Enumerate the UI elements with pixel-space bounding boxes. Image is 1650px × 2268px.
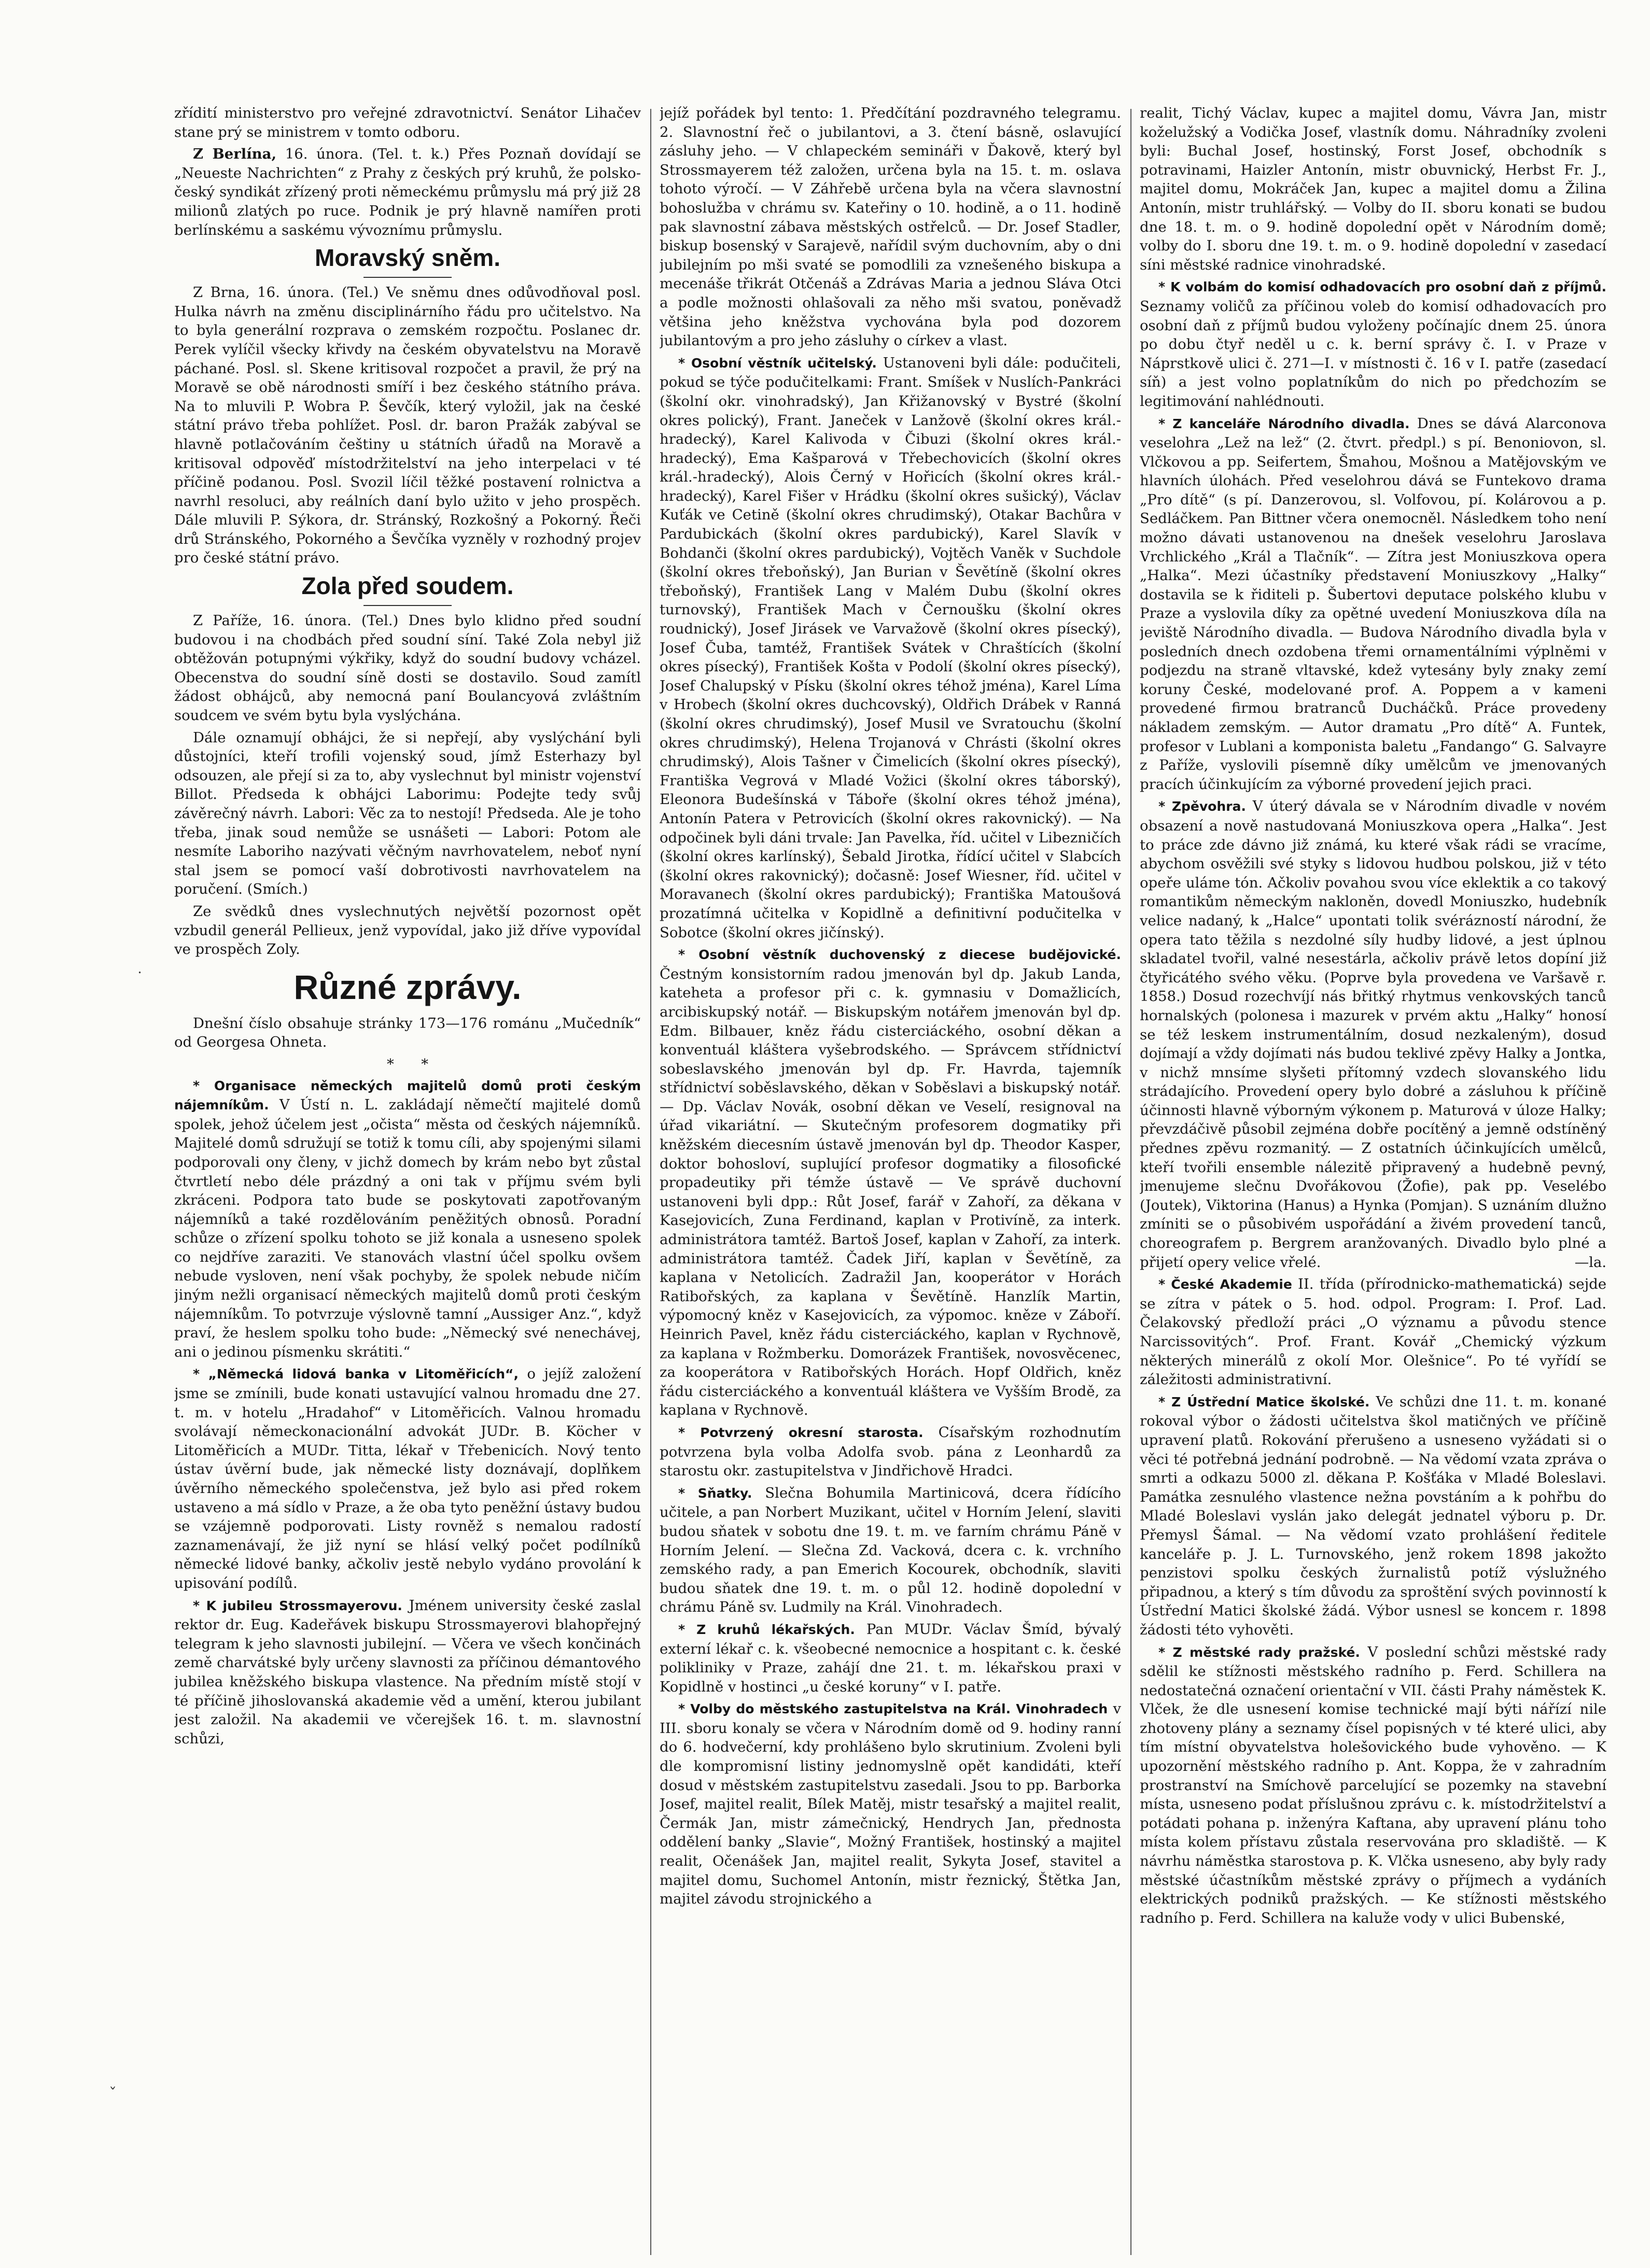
news-item: * Sňatky. Slečna Bohumila Martinicová, dcera řídícího učitele, a pan Norbert Muzikant, učitel v Horním Jelení, slaviti budou sňatek v sobotu dne 19. t. m. ve farním chrámu Páně v Horním Jelení. — Slečna Zd. Vacková, dcera c. k. vrchního zemského rady, a pan Emerich Kocourek, obchodník, slaviti budou sňatek dne 19. t. m. o půl 12. hodině dopolední v chrámu Páně sv. Ludmily na Král. Vinohradech. [660, 1484, 1121, 1616]
news-item: * Z kanceláře Národního divadla. Dnes se dává Alarconova veselohra „Lež na lež“ (2. čtvrt. předpl.) s pí. Benoniovon, sl. Vlčkovou a pp. Seifertem, Šmahou, Mošnou a Matějovským ve hlavních úlohách. Před veselohrou dává se Funtekovo drama „Pro dítě“ (s pí. Danzerovou, sl. Volfovou, pí. Kolárovou a p. Sedláčkem. Pan Bittner včera onemocněl. Následkem toho není možno dávati ustanovenou na dnešek veselohru Jaroslava Vrchlického „Král a Tlačník“. — Zítra jest Moniuszkova opera „Halka“. Mezi účastníky představení Moniuszkovy „Halky“ dostavila se k řiditeli p. Šubertovi deputace polského klubu v Praze a vyslovila díky za opětné uvedení Moniuszkova díla na jeviště Národního divadla. — Budova Národního divadla byla v posledních dnech ozdobena třemi ornamentálními výplněmi v podjezdu na straně vltavské, kdež vytesány byly znaky zemí koruny České, modelované prof. A. Poppem a v kameni provedené firmou bratranců Ducháčků. Práce provedeny nákladem zemským. — Autor dramatu „Pro dítě“ A. Funtek, profesor v Lublani a komponista baletu „Fandango“ G. Salvayre z Paříže, vyslovili písemně díky umělcům ve jmenovaných pracích účinkujícím za výborné provedení jejich praci. [1140, 415, 1606, 793]
section-heading-large: Různé zprávy. [293, 967, 522, 1006]
margin-mark: ˇ [109, 2085, 117, 2103]
paragraph: Dále oznamují obhájci, že si nepřejí, aby vyslýchání byli důstojníci, kteří trofili vojenský soud, jímž Esterhazy byl odsouzen, ale přejí si za to, aby vyslechnut byl ministr vojenství Billot. Předseda k obhájci Laborimu: Podejte tedy svůj závěrečný návrh. Labori: Věc za to nestojí! Předseda. Ale je toho třeba, jinak soud nemůže se usnášeti — Labori: Potom ale nesmíte Laboriho nazývati věčným navrhovatelem, neboť nyní stal jsem se pomocí vaší dobrotivosti navrhovatelem na poručení. (Smích.) [174, 729, 641, 898]
news-item: * Organisace německých majitelů domů proti českým nájemníkům. V Ústí n. L. zakládají němečtí majitelé domů spolek, jehož účelem jest „očista“ města od českých nájemníků. Majitelé domů sdružují se totiž k tomu cíli, aby spojenými silami podporovali ony členy, v jichž domech by krám nebo byt zůstal čtvrtletí nebo déle prázdný a oni tak v příjmu svém byli zkráceni. Podpora tato bude se poskytovati zapotřovaným nájemníků a také rozdělováním peněžitých obnosů. Poradní schůze o zřízení spolku tohoto se již konala a usneseno spolek co nejdříve zaraziti. Ve stanovách vlastní účel spolku ovšem nebude vysloven, není však pochyby, že spolek nebude ničím jiným nežli organisací německých majitelů domů proti českým nájemníkům. To potvrzuje výslovně tamní „Aussiger Anz.“, když praví, že heslem spolku toho bude: „Německý své nenechávej, ani o jedinou písmenku skrátiti.“ [174, 1078, 641, 1360]
paragraph: jejíž pořádek byl tento: 1. Předčítání pozdravného telegramu. 2. Slavnostní řeč o jubilantovi, a 3. čtení básně, oslavující zásluhy jeho. — V chlapeckém semináři v Ďakově, který byl Strossmayerem též založen, určena byla na 15. t. m. oslava tohoto výročí. — V Záhřebě určena byla na včera slavnostní bohoslužba v chrámu sv. Kateřiny o 10. hodině, a o 11. hodině pak slavnostní zábava městských ostřelců. — Dr. Josef Stadler, biskup bosenský v Sarajevě, nařídil svým duchovním, aby o dni jubilejním po mši svaté se pomodlili za vznešeného biskupa a mecenáše třikrát Otčenáš a Zdrávas Maria a jednou Sláva Otci a podle možnosti ohlašovali za něho mši svatou, poněvadž většina jeho kněžstva vychována byla pod dozorem jubilantovým a pro jeho zásluhy o církev a vlast. [660, 105, 1121, 349]
news-item: * Osobní věstník duchovenský z diecese budějovické. Čestným konsistorním radou jmenován byl dp. Jakub Landa, kateheta a profesor při c. k. gymnasiu v Domažlicích, arcibiskupský notář. — Biskupským notářem jmenován byl dp. Edm. Bilbauer, kněz řádu cisterciáckého, osobní děkan a konventuál kláštera vyšebrodského. — Správcem střídnictví sobeslavského jmenován byl dp. Fr. Havrda, tajemník střídnictví soběslavského, děkan v Soběslavi a biskupský notář. — Dp. Václav Novák, osobní děkan ve Veselí, resignoval na úřad vikariátní. — Skutečným profesorem dogmatiky při kněžském diecesním ústavě jmenován byl dp. Theodor Kasper, doktor bohosloví, suplující profesor dogmatiky a filosofické propadeutiky při témže ústavě — Ve správě duchovní ustanoveni byli dpp.: Růt Josef, farář v Zahoří, za děkana v Kasejovicích, Zuna Ferdinand, kaplan v Protivíně, za interk. administrátora tamtéž. Bartoš Josef, kaplan v Zahoří, za interk. administrátora tamtéž. Čadek Jiří, kaplan v Ševětíně, za kaplana v Netolicích. Zadražil Jan, kooperátor v Horách Ratibořských, za kaplana v Ševětíně. Hanzlík Martin, výpomocný kněz v Kasejovicích, za výpomoc. kněze v Záboří. Heinrich Pavel, kněz řádu cisterciáckého, kaplan v Rychnově, za kaplana v Rožmberku. Domorázek František, novosvěcenec, za kooperátora v Ratibořských Horách. Hopf Oldřich, kněz řádu cisterciáckého a konventuál kláštera ve Vyšším Brodě, za kaplana v Rychnově. [660, 947, 1121, 1419]
paragraph: Ze svědků dnes vyslechnutých největší pozornost opět vzbudil generál Pellieux, jenž vypovídal, jako již dříve vypovídal ve prospěch Zoly. [174, 903, 641, 958]
news-item: * Z kruhů lékařských. Pan MUDr. Václav Šmíd, bývalý externí lékař c. k. všeobecné nemocnice a hospitant c. k. české polikliniky v Praze, zahájí dne 21. t. m. lékařskou praxi v Kopidlně v hostinci „u české koruny“ v I. patře. [660, 1621, 1121, 1695]
column-1 [174, 104, 641, 2255]
news-item: * „Německá lidová banka v Litoměřicích“, o jejíž založení jsme se zmínili, bude konati ustavující valnou hromadu dne 27. t. m. v hotelu „Hradahof“ v Litoměřicích. Valnou hromadu svolávají německonacionální advokát JUDr. B. Köcher v Litoměřicích a MUDr. Titta, lékař v Třebenicích. Nový tento ústav úvěrní bude, jak německé listy doznávají, doplňkem úvěrního německého společenstva, jež bylo asi před rokem ustaveno a má sídlo v Praze, a že oba tyto peněžní ústavy budou se vzájemně podporovati. Listy rovněž s nemalou radostí zaznamenávají, že již nyní se hlásí velký počet podílníků německé lidové banky, ačkoliv jestě nebylo vydáno provolání k upisování podílů. [174, 1365, 641, 1591]
paragraph: Z Berlína, 16. února. (Tel. t. k.) Přes Poznaň dovídají se „Neueste Nachrichten“ z Prahy z českých prý kruhů, že polsko-český syndikát zřízený proti německému průmyslu má prý již 28 milionů zlatých po ruce. Podnik je prý hlavně namířen proti berlínskému a saskému vývoznímu průmyslu. [174, 146, 641, 238]
news-item: * K jubileu Strossmayerovu. Jménem university české zaslal rektor dr. Eug. Kadeřávek biskupu Strossmayerovi blahopřejný telegram k jeho slavnosti jubilejní. — Včera ve všech končinách země charvátské byly určeny slavnosti za příčinou démantového jubilea kněžského biskupa vlastence. Na předním místě stojí v té příčině jihoslovanská akademie věd a umění, kterou jubilant jest založil. Na akademii ve včerejšek 16. t. m. slavnostní schůzi, [174, 1597, 641, 1747]
news-item: * České Akademie II. třída (přírodnicko-mathematická) sejde se zítra v pátek o 5. hod. odpol. Program: I. Prof. Lad. Čelakovský předloží práci „O významu a původu stence Narcissovitých“. Prof. Frant. Kovář „Chemický výzkum některých minerálů z okolí Mor. Olešnice“. Po té vyřídí se záležitosti administrativní. [1140, 1276, 1606, 1388]
paragraph: zřídití ministerstvo pro veřejné zdravotnictví. Senátor Lihačev stane prý se ministrem v tomto odboru. [174, 105, 641, 140]
author-signature: —la. [1574, 1253, 1606, 1271]
section-heading: Zola před soudem. [301, 572, 514, 600]
paragraph: Z Paříže, 16. února. (Tel.) Dnes bylo klidno před soudní budovou i na chodbách před soudní síní. Také Zola nebyl již obtěžován potupnými výkřiky, když do soudní budovy vcházel. Obecenstva do soudní síně dosti se dostavilo. Soud zamítl žádost obhájců, aby nemocná paní Boulancyová zvláštním soudcem ve svém bytu byla vyslýchána. [174, 612, 641, 724]
short-divider [363, 277, 452, 278]
news-item: * Potvrzený okresní starosta. Císařským rozhodnutím potvrzena byla volba Adolfa svob. pána z Leonhardů za starostu okr. zastupitelstva v Jindřichově Hradci. [660, 1424, 1121, 1480]
news-item: * Z Ústřední Matice školské. Ve schůzi dne 11. t. m. konané rokoval výbor o žádosti učitelstva škol matičných ve příčině upravení platů. Rokování přerušeno a usneseno vyžádati si o věci té potřebná jednání podrobně. — Na vědomí vzata zpráva o smrti a odkazu 5000 zl. děkana P. Košťáka v Mladé Boleslavi. Památka zesnulého vlastence nežna povstáním a k pohřbu do Mladé Boleslavi vyslán jako delegát jednatel výboru p. Dr. Přemysl Šámal. — Na vědomí vzato prohlášení ředitele kanceláře p. J. L. Turnovského, jenž rokem 1898 jakožto penzistovi spolku českých žurnalistů potíž výslužného připadnou, a který s tím důvodu za sproštění svých povinností k Ústřední Matici školské žádá. Výbor usnesl se koncem r. 1898 žádosti této vyhověti. [1140, 1393, 1606, 1638]
margin-mark: ˙ [136, 969, 144, 988]
column-divider-1 [650, 109, 651, 2255]
short-divider [363, 605, 452, 606]
paragraph: Z Brna, 16. února. (Tel.) Ve sněmu dnes odůvodňoval posl. Hulka návrh na změnu disciplinárního řádu pro učitelstvo. Na to byla generální rozprava o zemském rozpočtu. Poslanec dr. Perek vylíčil všecky křivdy na českém obyvatelstvu na Moravě páchané. Posl. sl. Skene kritisoval rozpočet a pravil, že prý na Moravě se obě národnosti smíří i bez českého státního práva. Na to mluvili P. Wobra P. Ševčík, který vyložil, jak na české státní právo třeba pohlížet. Posl. dr. baron Pražák zabýval se hlavně potlačováním češtiny u státních úřadů na Moravě a kritisoval odpověď místodržitelství na jeho interpelaci v té příčině podanou. Posl. Svozil líčil těžké postavení rolnictva a navrhl resoluci, aby reálních daní bylo užito v jeho prospěch. Dále mluvili P. Sýkora, dr. Stránský, Rozkošný a Pokorný. Řeči drů Stránského, Pokorného a Ševčíka vyzněly v rozhodný projev pro české státní právo. [174, 284, 641, 567]
news-item: * Zpěvohra. V úterý dávala se v Národním divadle v novém obsazení a nově nastudovaná Moniuszkova opera „Halka“. Jest to práce zde dávno již známá, ku které však rádi se vracíme, abychom osvěžili své styky s lidovou hudbou polskou, již v této opeře uláme tón. Ačkoliv povahou svou více eklektik a co takový romantikům německým nakloněn, dovedl Moniuszko, hudebník velice nadaný, k „Halce“ upontati tolik svérázností národní, že opera tato těžila s nezdolné síly hudby lidové, a jest úplnou skladatel tvořil, valné nesestárla, ačkoliv právě letos dopíní již čtyřicátého svého věku. (Poprve byla provedena ve Varšavě r. 1858.) Dosud rozechvíjí nás břitký rhytmus venkovských tanců hornalských (polonesa i mazurek v prvém aktu „Halky“ honosí se též leskem instrumentálním, dosud nezkaleným), dosud dojímají a vždy dojímati nás budou teklivé zpěvy Halky a Jontka, v nichž mnsíme slyšeti přítomný vzdech slovanského lidu strádajícího. Provedení opery bylo dobré a zásluhou k příčině účinnosti hlavně výborným výkonem p. Maturová v úloze Halky; převzdáčivě působil zejména dobře pocítěný a jemně odstíněný přednes zpěvu rozmanitý. — Z ostatních účinkujících umělců, kteří tvořili ensemble nálezitě připravený a hudebně pevný, jmenujeme slečnu Dvořákovou (Žofie), pak pp. Veselébo (Joutek), Viktorina (Hanus) a Hynka (Pomjan). S uznáním dlužno zmíniti se o působivém uspořádání a živém provedení tanců, choreografem p. Bergrem aranžovaných. Divadlo bylo plné a přijetí opery velice vřelé. —la. [1140, 797, 1606, 1272]
separator-stars: * * [387, 1055, 428, 1073]
paragraph: realit, Tichý Václav, kupec a majitel domu, Vávra Jan, mistr koželužský a Vodička Josef, vlastník domu. Náhradníky zvoleni byli: Buchal Josef, hostinský, Forst Josef, obchodník s potravinami, Haizler Antonín, mistr obuvnický, Herbst Fr. J., majitel domu, Mokráček Jan, kupec a majitel domu a Žilina Antonín, mistr truhlářský. — Volby do II. sboru konati se budou dne 18. t. m. o 9. hodině dopolední opět v Národním domě; volby do I. sboru dne 19. t. m. o 9. hodině dopolední v zasedací síni městské radnice vinohradské. [1140, 105, 1606, 273]
column-3 [1140, 104, 1606, 2255]
news-item: * Z městské rady pražské. V poslední schůzi městské rady sdělil ke stížnosti městského radního p. Ferd. Schillera na nedostatečná označení orientační v VII. části Prahy náměstek K. Vlček, že dle usnesení komise technické mají býti nářízí nile zhotoveny plány a seznamy čísel popisných v té které ulici, aby tím místní obyvatelstva holešovického bude vyhověno. — K upozornění městského radního p. Ant. Koppa, že v zahradním prostranství na Smíchově parcelující se pozemky na stavební místa, usneseno podat příslušnou zprávu c. k. místodržitelství a potádati pohana p. inženýra Kaftana, aby upravení plánu toho místa kolem přístavu zůstala reservována pro skladiště. — K návrhu náměstka starostova p. K. Vlčka usneseno, aby byly rady městské účastníkům městské zprávy o příjmech a vydáních elektrických podniků pražských. — Ke stížnosti městského radního p. Ferd. Schillera na kaluže vody v ulici Bubenské, [1140, 1643, 1606, 1926]
section-heading: Moravský sněm. [315, 244, 500, 272]
news-item: * Osobní věstník učitelský. Ustanoveni byli dále: podučiteli, pokud se týče podučitelkami: Frant. Smíšek v Nuslích-Pankráci (školní okr. vinohradský), Jan Křižanovský v Bystré (školní okres polický), Frant. Janeček v Lanžově (školní okres král.-hradecký), Karel Kalivoda v Čibuzi (školní okres král.-hradecký), Ema Kašparová v Třebechovicích (školní okres král.-hradecký), Alois Černý v Hořicích (školní okres král.-hradecký), Karel Fišer v Hrádku (školní okres sušický), Václav Kuťák ve Cetině (školní okres chrudimský), Otakar Bachůra v Pardubickách (školní okres pardubický), Karel Slavík v Bohdanči (školní okres pardubický), Vojtěch Vaněk v Suchdole (školní okres třeboňský), Jan Burian v Ševětíně (školní okres třeboňský), František Lang v Malém Dubu (školní okres turnovský), František Mach v Černoušku (školní okres roudnický), Josef Jirásek ve Varvažově (školní okres písecký), Josef Čuba, tamtéž, František Svátek v Chraštících (školní okres písecký), František Košta v Podolí (školní okres písecký), Josef Chalupský v Písku (školní okres téhož jména), Karel Líma v Hrobech (školní okres duchcovský), Oldřich Drábek v Ranná (školní okres chrudimský), Josef Musil ve Svratouchu (školní okres chrudimský), Helena Trojanová v Chrásti (školní okres chrudimský), Alois Tašner v Čimelicích (školní okres písecký), Františka Vegrová v Mladé Vožici (školní okres táborský), Eleonora Budešínská v Táboře (školní okres téhož jména), Antonín Patera v Petrovicích (školní okres rakovnický). — Na odpočinek byli dáni trvale: Jan Pavelka, říd. učitel v Libezničích (školní okres karlínský), Šebald Jirotka, řídící učitel v Slabcích (školní okres rakovnický); dočasně: Josef Wiesner, říd. učitel v Moravanech (školní okres pardubický); Františka Matoušová prozatímná učitelka v Kopidlně a definitivní podučitelka v Sobotce (školní okres jičínský). [660, 354, 1121, 941]
news-item: * K volbám do komisí odhadovacích pro osobní daň z příjmů. Seznamy voličů za příčinou voleb do komisí odhadovacích pro osobní daň z příjmů budou vyloženy počínajíc dnem 25. února po dobu čtyř neděl u c. k. berní správy č. I. v Praze v Náprstkově ulici č. 271—I. v místnosti č. 16 v I. patře (zasedací síň) a jest volno poplatníkům do nich po předchozím se legitimování nahlédnouti. [1140, 279, 1606, 410]
column-2 [660, 104, 1121, 2255]
column-divider-2 [1130, 109, 1131, 2255]
paragraph: Dnešní číslo obsahuje stránky 173—176 románu „Mučedník“ od Georgesa Ohneta. [174, 1015, 641, 1051]
news-item: * Volby do městského zastupitelstva na Král. Vinohradech v III. sboru konaly se včera v Národním domě od 9. hodiny ranní do 6. hodvečerní, kdy prohlášeno bylo skrutinium. Zvoleni byli dle kompromisní listiny jednomyslně opět kandidáti, kteří dosud v městském zastupitelstvu zasedali. Jsou to pp. Barborka Josef, majitel realit, Bílek Matěj, mistr tesařský a majitel realit, Čermák Jan, mistr zámečnický, Hendrych Jan, přednosta oddělení banky „Slavie“, Možný František, hostinský a majitel realit, Očenášek Jan, majitel realit, Sykyta Josef, stavitel a majitel domu, Suchomel Antonín, mistr řeznický, Štětka Jan, majitel závodu strojnického a [660, 1700, 1121, 1908]
